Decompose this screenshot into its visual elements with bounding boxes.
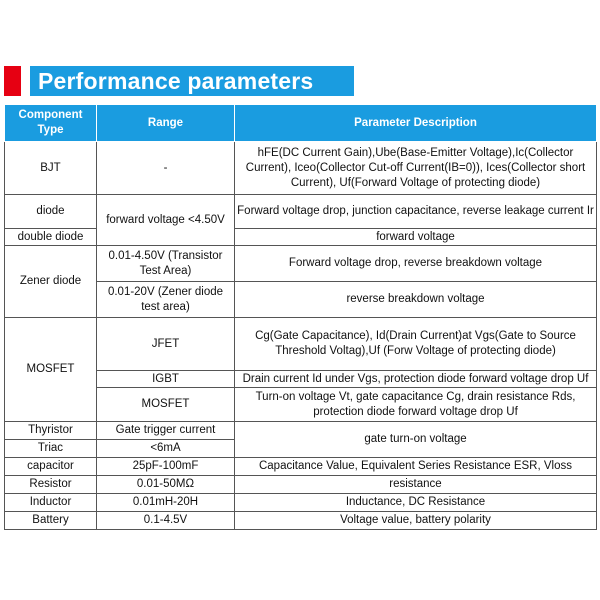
- table-row: [5, 494, 597, 512]
- component-cell: diode: [5, 195, 97, 229]
- component-cell: Battery: [5, 512, 97, 530]
- description-cell: Inductance, DC Resistance: [235, 494, 597, 512]
- table-row: [5, 229, 597, 246]
- header-component-type: Component Type: [5, 105, 97, 142]
- performance-table: [4, 104, 597, 530]
- component-cell: BJT: [5, 142, 97, 195]
- description-cell: forward voltage: [235, 229, 597, 246]
- description-cell: gate turn-on voltage: [235, 422, 597, 458]
- description-cell: reverse breakdown voltage: [235, 282, 597, 318]
- description-cell: hFE(DC Current Gain),Ube(Base-Emitter Voltage),Ic(Collector Current), Iceo(Collector Cut-off Current(IB=0)), Ices(Collector short Current), Uf(Forward Voltage of protecting diode): [235, 142, 597, 195]
- range-cell: 0.01mH-20H: [97, 494, 235, 512]
- component-cell: Triac: [5, 440, 97, 458]
- table-header-row: [5, 105, 597, 142]
- banner-title: Performance parameters: [30, 66, 354, 96]
- table-row: [5, 458, 597, 476]
- component-cell: MOSFET: [5, 318, 97, 422]
- component-cell: Resistor: [5, 476, 97, 494]
- range-cell: 0.01-50MΩ: [97, 476, 235, 494]
- component-cell: double diode: [5, 229, 97, 246]
- description-cell: Drain current Id under Vgs, protection diode forward voltage drop Uf: [235, 371, 597, 388]
- section-banner: [4, 66, 354, 96]
- range-cell: Gate trigger current: [97, 422, 235, 440]
- range-cell: forward voltage <4.50V: [97, 195, 235, 246]
- description-cell: Cg(Gate Capacitance), Id(Drain Current)at Vgs(Gate to Source Threshold Voltag),Uf (Forw Voltage of protecting diode): [235, 318, 597, 371]
- range-cell: 0.01-20V (Zener diode test area): [97, 282, 235, 318]
- description-cell: Turn-on voltage Vt, gate capacitance Cg, drain resistance Rds, protection diode forward voltage drop Uf: [235, 388, 597, 422]
- table-row: [5, 195, 597, 229]
- table-row: [5, 246, 597, 282]
- component-cell: capacitor: [5, 458, 97, 476]
- header-parameter-description: Parameter Description: [235, 105, 597, 142]
- range-cell: 0.01-4.50V (Transistor Test Area): [97, 246, 235, 282]
- range-cell: 25pF-100mF: [97, 458, 235, 476]
- header-range: Range: [97, 105, 235, 142]
- banner-red-marker: [4, 66, 21, 96]
- description-cell: resistance: [235, 476, 597, 494]
- range-cell: IGBT: [97, 371, 235, 388]
- table-row: [5, 422, 597, 440]
- description-cell: Voltage value, battery polarity: [235, 512, 597, 530]
- range-cell: <6mA: [97, 440, 235, 458]
- description-cell: Capacitance Value, Equivalent Series Resistance ESR, Vloss: [235, 458, 597, 476]
- range-cell: -: [97, 142, 235, 195]
- component-cell: Zener diode: [5, 246, 97, 318]
- table-row: [5, 476, 597, 494]
- table-row: [5, 318, 597, 371]
- description-cell: Forward voltage drop, junction capacitance, reverse leakage current Ir: [235, 195, 597, 229]
- range-cell: 0.1-4.5V: [97, 512, 235, 530]
- table-row: [5, 142, 597, 195]
- range-cell: JFET: [97, 318, 235, 371]
- component-cell: Inductor: [5, 494, 97, 512]
- table-row: [5, 512, 597, 530]
- description-cell: Forward voltage drop, reverse breakdown voltage: [235, 246, 597, 282]
- component-cell: Thyristor: [5, 422, 97, 440]
- range-cell: MOSFET: [97, 388, 235, 422]
